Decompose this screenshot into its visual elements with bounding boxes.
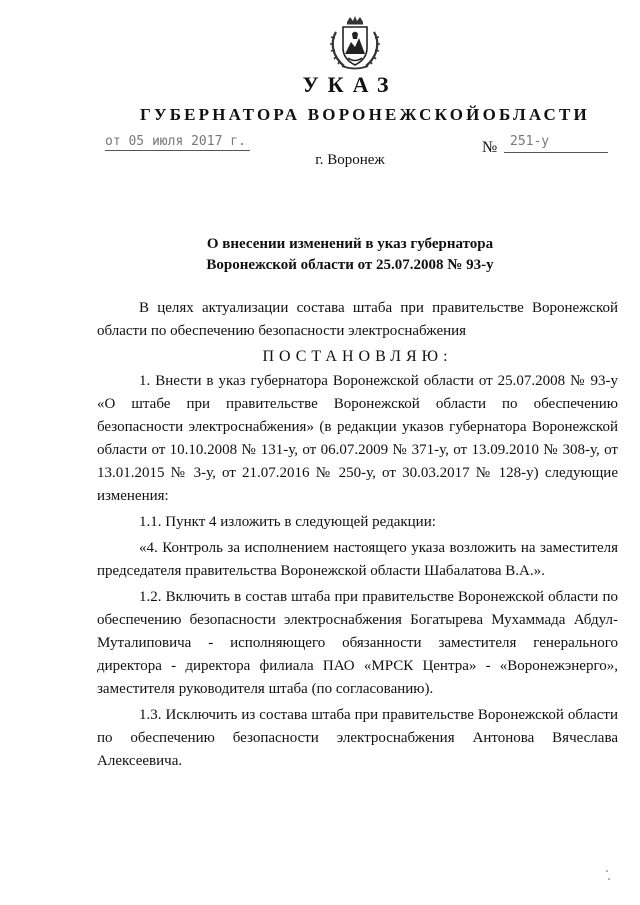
date-underline (105, 150, 250, 151)
document-title-line-1: О внесении изменений в указ губернатора (206, 236, 494, 252)
decree-title: УКАЗ (302, 72, 398, 97)
document-title-line-2: Воронежской области от 25.07.2008 № 93-у (206, 257, 494, 273)
coat-of-arms-emblem (326, 14, 384, 72)
decree-number: 251-у (510, 134, 550, 149)
city-line: г. Воронеж (315, 152, 385, 168)
decree-date: от 05 июля 2017 г. (105, 134, 246, 149)
item-1-1-quote-paragraph: «4. Контроль за исполнением настоящего указа возложить на заместителя председателя правительства Воронежской области Шабалатова В.А.». (97, 540, 618, 579)
item-1-paragraph: 1. Внести в указ губернатора Воронежской области от 25.07.2008 № 93-у «О штабе при правительстве Воронежской области по обеспечению безопасности электроснабжения» (в редакции указов губернатора Воронежской области от 10.10.2008 № 131-у, от 06.07.2009 № 371-у, от 13.09.2010 № 308-у, от 13.01.2015 № 3-у, от 21.07.2016 № 250-у, от 30.03.2017 № 128-у) следующие изменения: (97, 373, 618, 504)
document-body (97, 297, 618, 773)
issuer-heading: ГУБЕРНАТОРА ВОРОНЕЖСКОЙОБЛАСТИ (140, 105, 590, 124)
scan-speck (606, 870, 608, 872)
preamble-paragraph: В целях актуализации состава штаба при правительстве Воронежской области по обеспечению безопасности электроснабжения (97, 300, 618, 339)
item-1-1-paragraph: 1.1. Пункт 4 изложить в следующей редакции: (139, 514, 436, 530)
document-title (150, 234, 550, 276)
item-1-3-paragraph: 1.3. Исключить из состава штаба при правительстве Воронежской области по обеспечению безопасности электроснабжения Антонова Вячеслава Алексеевича. (97, 707, 618, 769)
order-heading: ПОСТАНОВЛЯЮ: (262, 348, 453, 365)
item-1-2-paragraph: 1.2. Включить в состав штаба при правительстве Воронежской области по обеспечению безопасности электроснабжения Богатырева Мухаммада Абдул-Муталиповича - исполняющего обязанности заместителя генерального директора - директора филиала ПАО «МРСК Центра» - «Воронежэнерго», заместителя руководителя штаба (по согласованию). (97, 589, 618, 697)
scan-speck (608, 878, 610, 880)
number-sign: № (482, 139, 498, 156)
